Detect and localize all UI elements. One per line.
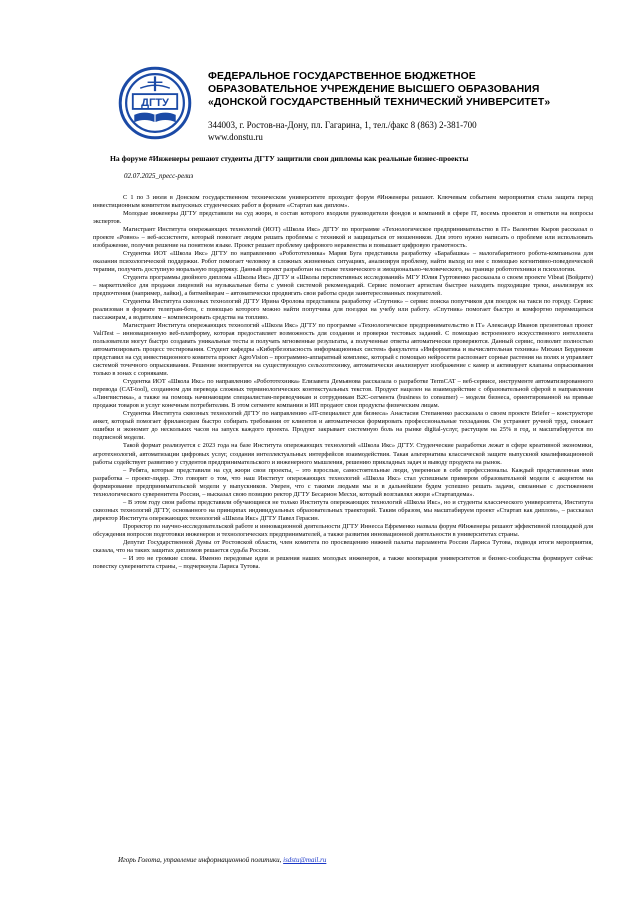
paragraph: – Ребята, которые представили на суд жюри свои проекты, – это взрослые, самостоятельные люди, уверенные в себе профессионалы. Каждый представленная ими разработка – проект-лидер. Это говорит о том, что наш Институт опережающих технологий «Школа Икс» стал успешным примером образовательной модели с акцентом на формирование предпринимательской модели у выпускников. Уверен, что с такими людьми мы и в дальнейшем будем успешно решать задачи, связанные с достижением технологического суверенитета России, – высказал свою позицию ректор ДГТУ Бесарион Месхи, который возглавлял жюри «Стартапдема». — [93, 466, 593, 498]
paragraph: Магистрант Института опережающих технологий (ИОТ) «Школа Икс» ДГТУ по программе «Технологическое предпринимательство в IT» Валентин Кыров рассказал о проекте «Ровно» – веб-ассистенте, который помогает людям решать проблемы с техникой и защищаться от мошенников. Для этого нужно написать о проблеме или использовать изображение, получив решение на понятном языке. Проект решает проблему цифрового неравенства и повышает цифровую грамотность. — [93, 226, 593, 250]
paragraph: – В этом году свои работы представили обучающиеся не только Института опережающих технологий «Школа Икс», но и студенты классического университета, Института сквозных технологий ДГТУ, основанного на принципах индивидуальных образовательных траекторий. Таким образом, мы масштабируем проект «Стартап как диплом», – рассказал директор Института опережающих технологий «Школа Икс» ДГТУ Павел Герасин. — [93, 498, 593, 522]
paragraph: Студентка ИОТ «Школа Икс» ДГТУ по направлению «Робототехника» Мария Буга представила разработку «Барабашка» – малогабаритного робота-компаньона для оказания психологической поддержки. Робот помогает человеку в сложных жизненных ситуациях, анализируя проблему, найти выход из нее с помощью когнитивно-поведенческой терапии, получить доступную моральную поддержку. Данный проект разработан на стыке технического и эмоционально-человеческого, на границе робототехники и психологии. — [93, 250, 593, 274]
paragraph: – И это не громкие слова. Именно передовые идеи и решения наших молодых инженеров, а также кооперация университетов и бизнес-сообщества формирует сейчас повестку суверенитета страны, – подчеркнула Лариса Тутова. — [93, 554, 593, 570]
org-line-2: ОБРАЗОВАТЕЛЬНОЕ УЧРЕЖДЕНИЕ ВЫСШЕГО ОБРАЗОВАНИЯ — [208, 84, 540, 96]
logo-text: ДГТУ — [141, 96, 169, 109]
org-website: www.donstu.ru — [208, 132, 263, 142]
paragraph: Магистрант Института опережающих технологий «Школа Икс» ДГТУ по программе «Технологическое предпринимательство в IT» Александр Иванов презентовал проект ValiTest – инновационную веб-платформу, которая предоставляет возможность для создания и проверки тестовых заданий. С помощью встроенного искусственного интеллекта пользователи могут быстро создавать уникальные тесты и получать мгновенные результаты, а полученные ответы автоматически проверяются. Данный сервис, позволит полностью автоматизировать процесс тестирования. Студент кафедры «Кибербезопасность информационных систем» факультета «Информатика и вычислительная техника» Михаил Бердников представил на суд инвестиционного комитета проект AgroVision – программно-аппаратный комплекс, который с помощью нейросети распознает сорные растения на полях и управляет системой точечного опрыскивания. Решение монтируется на существующую сельхозтехнику, автоматически анализирует изображение с камер и активирует клапаны опрыскивания только в зонах с сорняками. — [93, 322, 593, 378]
paragraph: Студентка Института сквозных технологий ДГТУ Ирина Фролова представила разработку «Спутник» – сервис поиска попутчиков для поездок на такси по городу. Сервис реализован в формате телеграм-бота, с помощью которого можно найти попутчика для поездки на учебу или работу. «Спутник» помогает быстро и комфортно перемещаться пассажирам, а водителям – компенсировать средства на топливо. — [93, 298, 593, 322]
press-release-headline: На форуме #Инженеры решают студенты ДГТУ защитили свои дипломы как реальные бизнес-проекты — [110, 154, 469, 163]
author-email-link[interactable]: isdstu@mail.ru — [283, 856, 327, 864]
paragraph: Молодые инженеры ДГТУ представили на суд жюри, в состав которого входили руководители фондов и компаний в сфере IT, восемь проектов и ответили на вопросы экспертов. — [93, 210, 593, 226]
paragraph: Студентка Института сквозных технологий ДГТУ по направлению «IT-специалист для бизнеса» Анастасия Степаненко рассказала о своем проекте Briefer – конструкторе анкет, который помогает фрилансерам быстро собирать требования от клиентов и автоматически формировать профессиональные техзадания. Он устраняет ручной труд, снижает ошибки и экономит до нескольких часов на запуск каждого проекта. Продукт закрывает системную боль на рынке digital-услуг, растущем на 25% в год, и масштабируется по подписной модели. — [93, 410, 593, 442]
org-line-1: ФЕДЕРАЛЬНОЕ ГОСУДАРСТВЕННОЕ БЮДЖЕТНОЕ — [208, 71, 476, 82]
organization-name — [208, 70, 618, 110]
org-address: 344003, г. Ростов-на-Дону, пл. Гагарина, 1, тел./факс 8 (863) 2-381-700 — [208, 120, 477, 130]
dstu-logo-icon — [118, 66, 192, 140]
paragraph: Проректор по научно-исследовательской работе и инновационной деятельности ДГТУ Иннесса Ефременко назвала форум #Инженеры решают эффективной площадкой для обсуждения вопросов подготовки инженеров и технологических предпринимателей, а также развития инновационной деятельности в университетах страны. — [93, 522, 593, 538]
release-date: 02.07.2025_пресс-релиз — [124, 172, 194, 180]
author-name: Игорь Голота, управление информационной политики, — [118, 856, 284, 864]
article-body — [93, 194, 593, 571]
paragraph: Депутат Государственной Думы от Ростовской области, член комитета по просвещению нижней палаты парламента России Лариса Тутова, подводя итоги мероприятия, сказала, что на таких защитах дипломов решается судьба России. — [93, 538, 593, 554]
paragraph: С 1 по 3 июля в Донском государственном техническом университете проходит форум #Инженеры решают. Ключевым событием мероприятия стала защита перед инвестиционным комитетом выпускных студенческих работ в формате «Стартап как диплом». — [93, 194, 593, 210]
org-line-3: «ДОНСКОЙ ГОСУДАРСТВЕННЫЙ ТЕХНИЧЕСКИЙ УНИВЕРСИТЕТ» — [208, 97, 551, 109]
paragraph: Студентка ИОТ «Школа Икс» по направлению «Робототехника» Елизавета Демьянова рассказала о разработке TermCAT – веб-сервисе, инструменте автоматизированного перевода (CAT-tool), созданном для перевода сложных терминологических контекстуальных текстов. Продукт нацелен на взаимодействие с образовательной сферой в направлении «Лингвистика», а также на помощь начинающим специалистам-переводчикам и сотрудникам B2C-сегмента (business to consumer) – модели бизнеса, ориентированной на прямые продажи товаров и услуг конечным потребителям. В этом сегменте компании и ИП продают свои продукты физическим лицам. — [93, 378, 593, 410]
paragraph: Такой формат реализуется с 2023 года на базе Института опережающих технологий «Школа Икс» ДГТУ. Студенческие разработки лежат в сфере креативной экономики, агротехнологий, автоматизации цифровых услуг, создания интеллектуальных интерфейсов взаимодействия. Такая альтернатива классической защите выпускной квалификационной работы содействует развитию у студентов предпринимательского и инженерного мышления, решению прикладных задач и выводу продукта на рынок. — [93, 442, 593, 466]
author-signature — [118, 856, 326, 864]
paragraph: Студента программы двойного диплома «Школы Икс» ДГТУ и «Школы перспективных исследований» МГУ Юлия Гуртовенко рассказала о своем проекте Vibeat (Войдите) – маркетплейсе для продажи лицензий на музыкальные биты с умной системой рекомендаций. Сервис помогает артистам быстрее находить подходящие треки, анализируя их предпочтения (например, лайки), а битмейкерам – автоматически продвигать свои работы среди заинтересованных покупателей. — [93, 274, 593, 298]
